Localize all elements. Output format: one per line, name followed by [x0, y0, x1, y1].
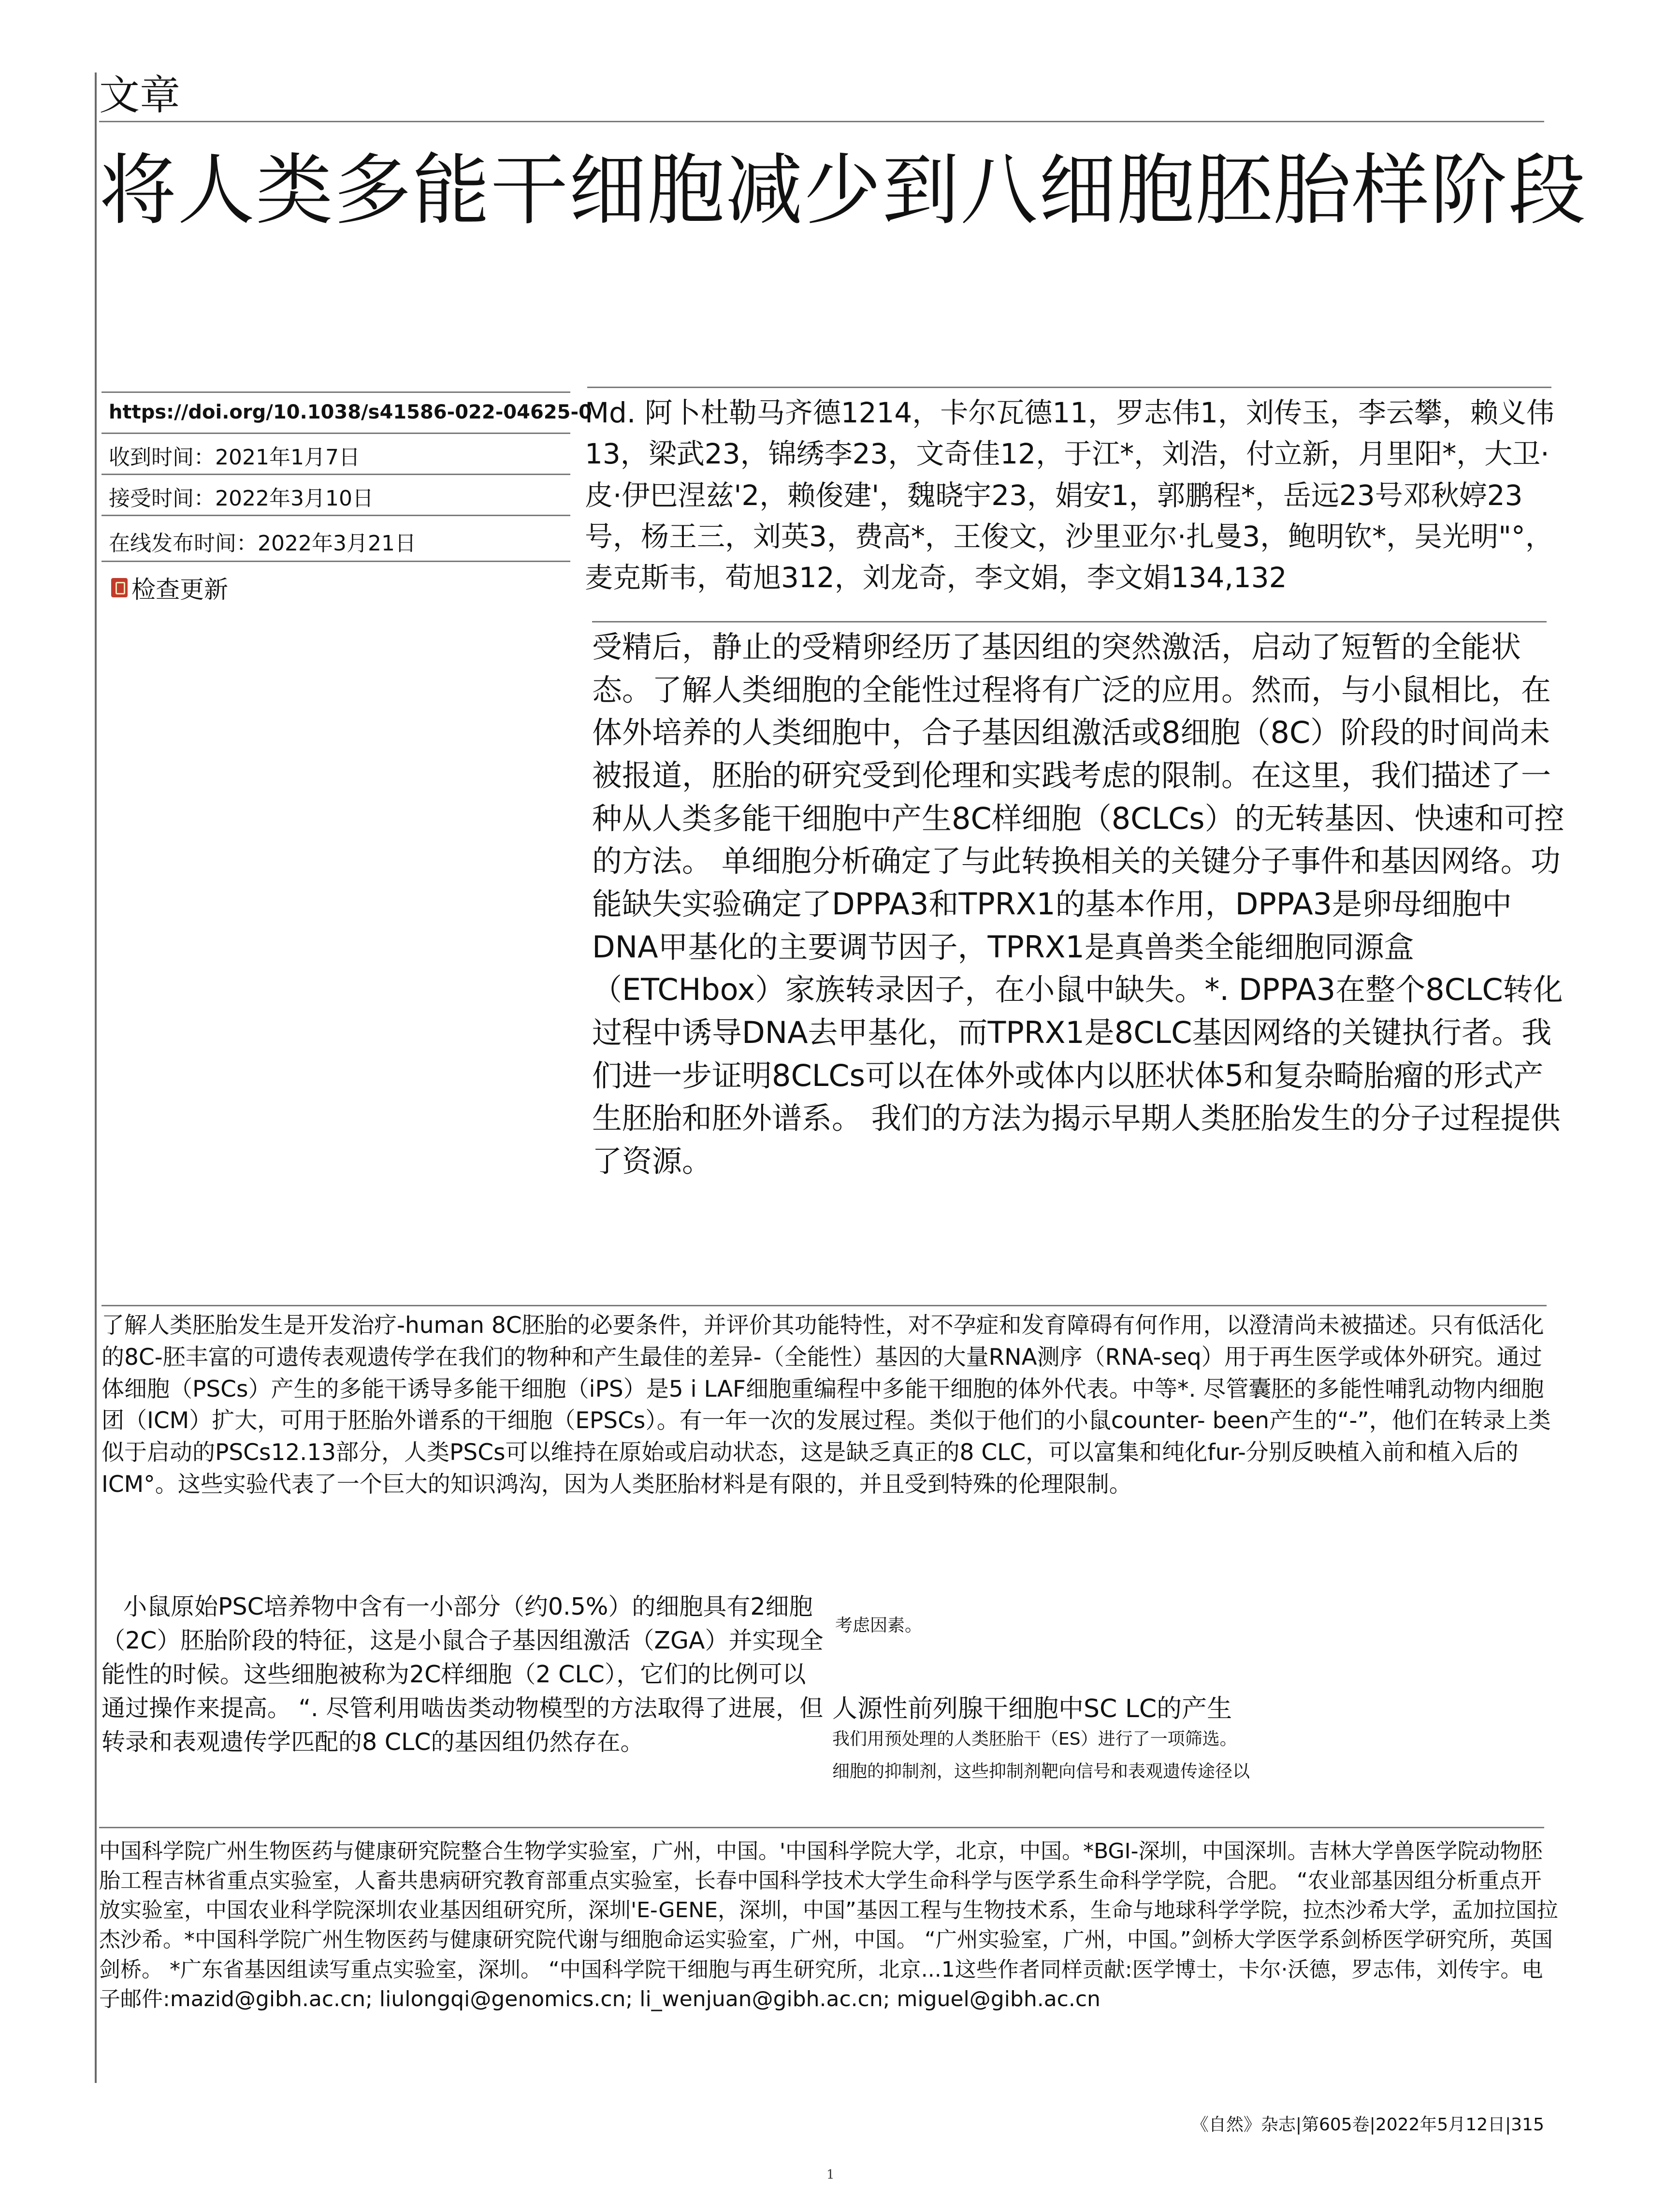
meta-top-rule [101, 391, 570, 393]
journal-footer: 《自然》杂志|第605卷|2022年5月12日|315 [1191, 2115, 1544, 2135]
left-margin-rule [95, 72, 97, 2083]
received-date: 收到时间：2021年1月7日 [109, 445, 360, 470]
affiliations-rule [99, 1827, 1544, 1828]
section-heading: 人源性前列腺干细胞中SC LC的产生 [832, 1694, 1232, 1723]
author-list: Md. 阿卜杜勒马齐德1214，卡尔瓦德11，罗志伟1，刘传玉，李云攀，赖义伟13，梁武23，锦绣李23，文奇佳12，于江*，刘浩，付立新，月里阳*，大卫·皮·伊巴涅兹'2，赖俊建'，魏晓宇23，娟安1，郭鹏程*，岳远23号邓秋婷23号，杨王三，刘英3，费高*，王俊文，沙里亚尔·扎曼3，鲍明钦*，吴光明"°，麦克斯韦，荀旭312，刘龙奇，李文娟，李文娟134,132 [585, 396, 1555, 594]
check-updates-icon [111, 578, 128, 597]
section-label: 文章 [99, 72, 181, 119]
intro-paragraph: 了解人类胚胎发生是开发治疗-human 8C胚胎的必要条件，并评价其功能特性，对不孕症和发育障碍有何作用，以澄清尚未被描述。只有低活化的8C-胚丰富的可遗传表观遗传学在我们的物种和产生最佳的差异-（全能性）基因的大量RNA测序（RNA-seq）用于再生医学或体外研究。通过体细胞（PSCs）产生的多能干诱导多能干细胞（iPS）是5 i LAF细胞重编程中多能干细胞的体外代表。中等*. 尽管囊胚的多能性哺乳动物内细胞团（ICM）扩大，可用于胚胎外谱系的干细胞（EPSCs）。有一年一次的发展过程。类似于他们的小鼠counter- been产生的“-”，他们在转录上类似于启动的PSCs12.13部分，人类PSCs可以维持在原始或启动状态，这是缺乏真正的8 CLC，可以富集和纯化fur-分别反映植入前和植入后的ICM°。这些实验代表了一个巨大的知识鸿沟，因为人类胚胎材料是有限的，并且受到特殊的伦理限制。 [101, 1312, 1551, 1498]
page-number: 1 [826, 2168, 835, 2182]
intro-rule [101, 1305, 1547, 1306]
right-column-line-1: 我们用预处理的人类胚胎干（ES）进行了一项筛选。 [832, 1729, 1237, 1749]
meta-rule-2 [101, 474, 570, 475]
affiliations: 中国科学院广州生物医药与健康研究院整合生物学实验室，广州，中国。'中国科学院大学，北京，中国。*BGI-深圳，中国深圳。吉林大学兽医学院动物胚胎工程吉林省重点实验室，人畜共患病研究教育部重点实验室，长春中国科学技术大学生命科学与医学系生命科学学院，合肥。 “农业部基因组分析重点开放实验室，中国农业科学院深圳农业基因组研究所，深圳'E-GENE，深圳，中国”基因工程与生物技术系，生命与地球科学学院，拉杰沙希大学，孟加拉国拉杰沙希。*中国科学院广州生物医药与健康研究院代谢与细胞命运实验室，广州，中国。 “广州实验室，广州，中国。”剑桥大学医学系剑桥医学研究所，英国剑桥。 *广东省基因组读写重点实验室，深圳。 “中国科学院干细胞与再生研究所，北京...1这些作者同样贡献:医学博士，卡尔·沃德，罗志伟，刘传宇。电子邮件:mazid@gibh.ac.cn; liulongqi@genomics.cn; li_wenjuan@gibh.ac.cn; miguel@gibh.ac.cn [99, 1839, 1558, 2011]
abstract-rule [592, 621, 1547, 622]
meta-rule-3 [101, 515, 570, 516]
article-title: 将人类多能干细胞减少到八细胞胚胎样阶段 [99, 145, 1587, 235]
accepted-date: 接受时间：2022年3月10日 [109, 486, 374, 511]
right-column-line-2: 细胞的抑制剂，这些抑制剂靶向信号和表观遗传途径以 [832, 1762, 1250, 1781]
body-left-column: 小鼠原始PSC培养物中含有一小部分（约0.5%）的细胞具有2细胞（2C）胚胎阶段的特征，这是小鼠合子基因组激活（ZGA）并实现全能性的时候。这些细胞被称为2C样细胞（2 CLC），它们的比例可以通过操作来提高。 “. 尽管利用啮齿类动物模型的方法取得了进展，但转录和表观遗传学匹配的8 CLC的基因组仍然存在。 [101, 1593, 824, 1756]
abstract: 受精后，静止的受精卵经历了基因组的突然激活，启动了短暂的全能状态。了解人类细胞的全能性过程将有广泛的应用。然而，与小鼠相比，在体外培养的人类细胞中，合子基因组激活或8细胞（8C）阶段的时间尚未被报道，胚胎的研究受到伦理和实践考虑的限制。在这里，我们描述了一种从人类多能干细胞中产生8C样细胞（8CLCs）的无转基因、快速和可控的方法。 单细胞分析确定了与此转换相关的关键分子事件和基因网络。功能缺失实验确定了DPPA3和TPRX1的基本作用，DPPA3是卵母细胞中DNA甲基化的主要调节因子，TPRX1是真兽类全能细胞同源盒（ETCHbox）家族转录因子，在小鼠中缺失。*. DPPA3在整个8CLC转化过程中诱导DNA去甲基化，而TPRX1是8CLC基因网络的关键执行者。我们进一步证明8CLCs可以在体外或体内以胚状体5和复杂畸胎瘤的形式产生胚胎和胚外谱系。 我们的方法为揭示早期人类胚胎发生的分子过程提供了资源。 [592, 629, 1564, 1179]
published-date: 在线发布时间：2022年3月21日 [109, 531, 416, 556]
check-updates-button[interactable] [111, 570, 228, 605]
check-updates-label: 检查更新 [131, 576, 228, 604]
right-column-note: 考虑因素。 [835, 1616, 923, 1635]
header-rule [99, 121, 1544, 122]
authors-rule [587, 387, 1551, 388]
doi-link[interactable]: https://doi.org/10.1038/s41586-022-04625-0 [109, 401, 592, 423]
meta-rule-4 [101, 561, 570, 562]
meta-rule-1 [101, 433, 570, 434]
